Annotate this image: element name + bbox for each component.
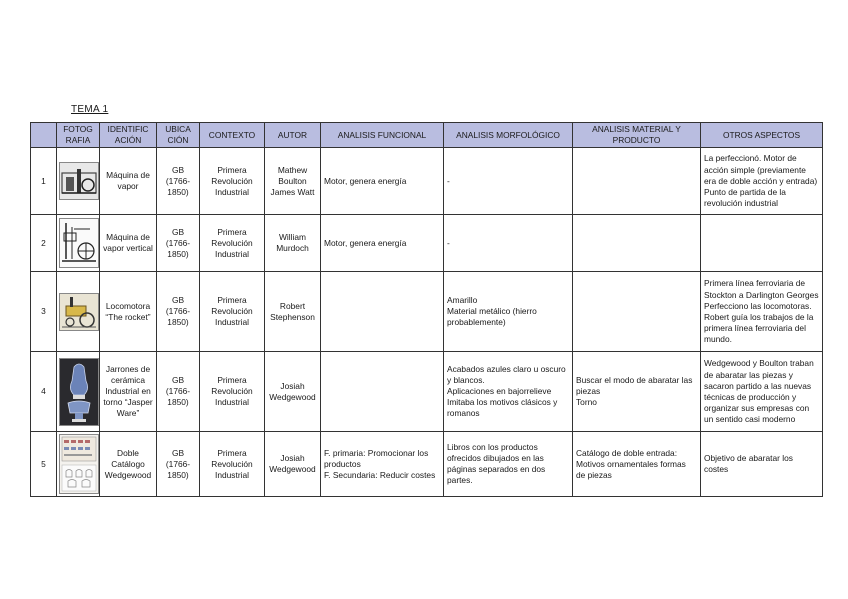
row-number: 1 bbox=[31, 148, 57, 215]
vertical-engine-drawing bbox=[59, 218, 99, 268]
header-fotografia: FOTOG RAFIA bbox=[57, 123, 100, 148]
table-row bbox=[31, 272, 823, 352]
autor-cell: Josiah Wedgewood bbox=[265, 352, 321, 432]
header-autor: AUTOR bbox=[265, 123, 321, 148]
identificacion-cell: Doble Catálogo Wedgewood bbox=[100, 432, 157, 497]
ubicacion-cell: GB (1766-1850) bbox=[157, 352, 200, 432]
material-cell bbox=[573, 215, 701, 272]
otros-cell: La perfeccionó. Motor de acción simple (previamente era de doble acción y entrada) Punto de partida de la revolución industrial bbox=[701, 148, 823, 215]
row-number: 2 bbox=[31, 215, 57, 272]
analysis-table bbox=[30, 122, 823, 497]
funcional-cell: Motor, genera energía bbox=[321, 148, 444, 215]
table-row bbox=[31, 148, 823, 215]
contexto-cell: Primera Revolución Industrial bbox=[200, 215, 265, 272]
identificacion-cell: Locomotora “The rocket” bbox=[100, 272, 157, 352]
row-number: 4 bbox=[31, 352, 57, 432]
header-analisis-funcional: ANALISIS FUNCIONAL bbox=[321, 123, 444, 148]
material-cell bbox=[573, 272, 701, 352]
ubicacion-cell: GB (1766-1850) bbox=[157, 432, 200, 497]
photo-cell bbox=[57, 352, 100, 432]
material-cell: Catálogo de doble entrada: Motivos ornamentales formas de piezas bbox=[573, 432, 701, 497]
header-identificacion: IDENTIFIC ACIÓN bbox=[100, 123, 157, 148]
material-cell bbox=[573, 148, 701, 215]
otros-cell: Primera línea ferroviaria de Stockton a Darlington Georges Perfecciono las locomotoras. Robert guía los trabajos de la primera línea ferroviaria del mundo. bbox=[701, 272, 823, 352]
otros-cell: Wedgewood y Boulton traban de abaratar las piezas y sacaron partido a las nuevas técnicas de producción y organizar sus empresas con un sentido casi moderno bbox=[701, 352, 823, 432]
morfologico-cell: Acabados azules claro u oscuro y blancos. Aplicaciones en bajorrelieve Imitaba los motivos clásicos y romanos bbox=[444, 352, 573, 432]
contexto-cell: Primera Revolución Industrial bbox=[200, 352, 265, 432]
autor-cell: William Murdoch bbox=[265, 215, 321, 272]
steam-engine-photo bbox=[59, 162, 99, 200]
locomotive-photo bbox=[59, 293, 99, 331]
photo-cell bbox=[57, 148, 100, 215]
identificacion-cell: Máquina de vapor vertical bbox=[100, 215, 157, 272]
table-row bbox=[31, 352, 823, 432]
morfologico-cell: Libros con los productos ofrecidos dibujados en las páginas separados en dos partes. bbox=[444, 432, 573, 497]
header-row bbox=[31, 123, 823, 148]
autor-cell: Josiah Wedgewood bbox=[265, 432, 321, 497]
header-otros-aspectos: OTROS ASPECTOS bbox=[701, 123, 823, 148]
header-contexto: CONTEXTO bbox=[200, 123, 265, 148]
row-number: 5 bbox=[31, 432, 57, 497]
jasperware-vases-photo bbox=[59, 358, 99, 426]
header-analisis-material: ANALISIS MATERIAL Y PRODUCTO bbox=[573, 123, 701, 148]
funcional-cell bbox=[321, 272, 444, 352]
funcional-cell bbox=[321, 352, 444, 432]
header-number bbox=[31, 123, 57, 148]
contexto-cell: Primera Revolución Industrial bbox=[200, 272, 265, 352]
otros-cell: Objetivo de abaratar los costes bbox=[701, 432, 823, 497]
identificacion-cell: Jarrones de cerámica Industrial en torno “Jasper Ware” bbox=[100, 352, 157, 432]
photo-cell bbox=[57, 215, 100, 272]
funcional-cell: F. primaria: Promocionar los productos F. Secundaria: Reducir costes bbox=[321, 432, 444, 497]
document-title: TEMA 1 bbox=[71, 104, 109, 115]
photo-cell bbox=[57, 272, 100, 352]
catalog-pages-photo bbox=[59, 434, 99, 494]
ubicacion-cell: GB (1766-1850) bbox=[157, 215, 200, 272]
identificacion-cell: Máquina de vapor bbox=[100, 148, 157, 215]
table-row bbox=[31, 215, 823, 272]
otros-cell bbox=[701, 215, 823, 272]
material-cell: Buscar el modo de abaratar las piezas Torno bbox=[573, 352, 701, 432]
header-analisis-morfologico: ANALISIS MORFOLÓGICO bbox=[444, 123, 573, 148]
row-number: 3 bbox=[31, 272, 57, 352]
table-row bbox=[31, 432, 823, 497]
ubicacion-cell: GB (1766-1850) bbox=[157, 272, 200, 352]
funcional-cell: Motor, genera energía bbox=[321, 215, 444, 272]
morfologico-cell: Amarillo Material metálico (hierro probablemente) bbox=[444, 272, 573, 352]
photo-cell bbox=[57, 432, 100, 497]
ubicacion-cell: GB (1766-1850) bbox=[157, 148, 200, 215]
contexto-cell: Primera Revolución Industrial bbox=[200, 432, 265, 497]
autor-cell: Robert Stephenson bbox=[265, 272, 321, 352]
morfologico-cell: - bbox=[444, 215, 573, 272]
morfologico-cell: - bbox=[444, 148, 573, 215]
contexto-cell: Primera Revolución Industrial bbox=[200, 148, 265, 215]
autor-cell: Mathew Boulton James Watt bbox=[265, 148, 321, 215]
header-ubicacion: UBICA CIÓN bbox=[157, 123, 200, 148]
